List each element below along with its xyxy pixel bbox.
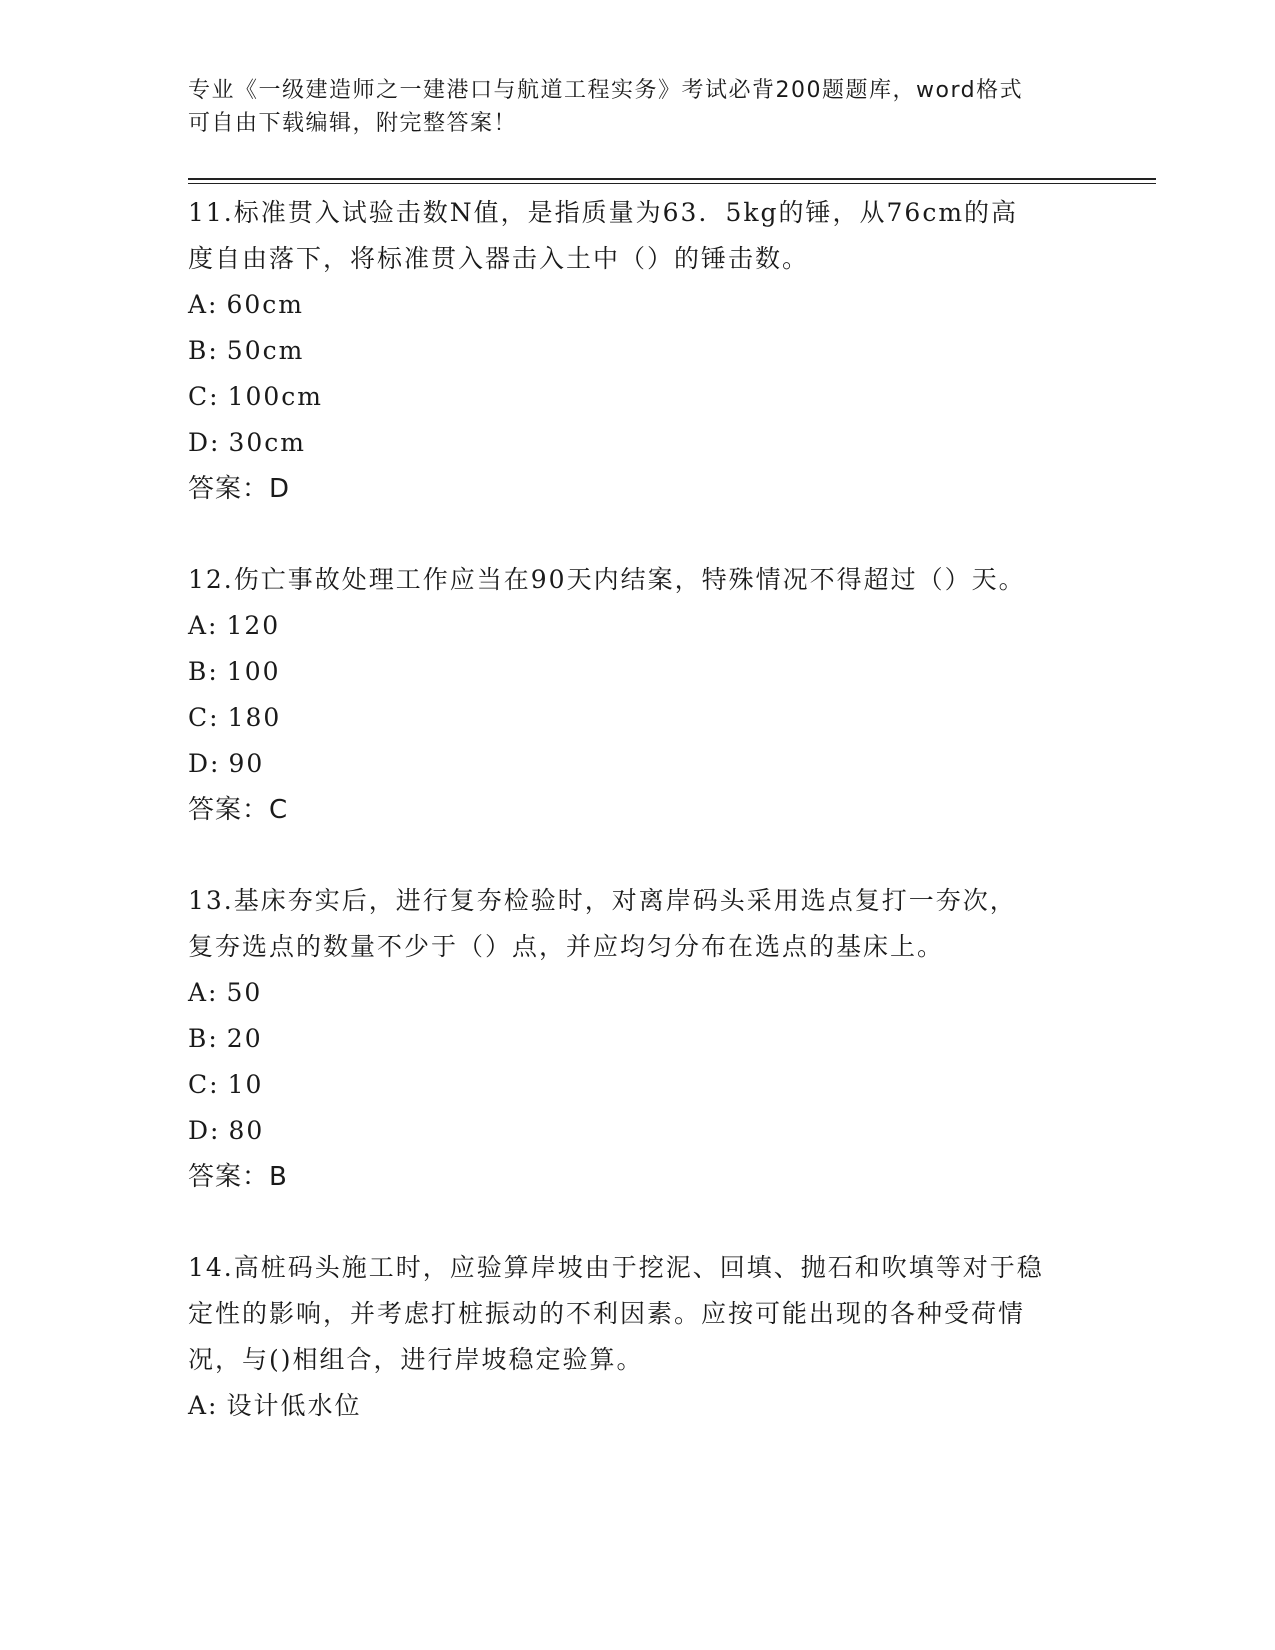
document-header [188,74,1088,140]
question-list [188,190,1068,1429]
option-value: 设计低水位 [226,1391,362,1420]
question-text: 11.标准贯入试验击数N值，是指质量为63．5kg的锤，从76cm的高度自由落下，将标准贯入器击入土中（）的锤击数。 [188,198,1019,273]
option-label: A: [188,978,219,1007]
option-value: 20 [226,1024,263,1053]
answer: 答案：C [188,795,289,825]
option-c [188,1062,1068,1108]
option-label: C: [188,1070,220,1099]
option-label: A: [188,611,219,640]
question-13 [188,878,1068,1200]
option-c [188,695,1068,741]
answer: 答案：D [188,474,291,504]
option-value: 100 [226,657,281,686]
option-value: 120 [226,611,281,640]
option-d [188,420,1068,466]
option-d [188,741,1068,787]
header-line-2: 可自由下载编辑，附完整答案！ [188,111,518,136]
header-divider-thin [188,183,1156,184]
option-a [188,282,1068,328]
option-label: B: [188,1024,219,1053]
option-a [188,970,1068,1016]
option-value: 50 [226,978,263,1007]
question-text: 13.基床夯实后，进行复夯检验时，对离岸码头采用选点复打一夯次，复夯选点的数量不少于（）点，并应均匀分布在选点的基床上。 [188,886,1017,961]
option-value: 80 [228,1116,265,1145]
question-text: 14.高桩码头施工时，应验算岸坡由于挖泥、回填、抛石和吹填等对于稳定性的影响，并考虑打桩振动的不利因素。应按可能出现的各种受荷情况，与()相组合，进行岸坡稳定验算。 [188,1253,1044,1374]
option-a [188,1383,1068,1429]
option-value: 180 [227,703,282,732]
option-value: 90 [228,749,265,778]
header-divider-thick [188,178,1156,180]
option-c [188,374,1068,420]
option-value: 30cm [228,428,306,457]
option-label: B: [188,657,219,686]
question-11 [188,190,1068,512]
option-b [188,649,1068,695]
option-b [188,328,1068,374]
option-label: C: [188,382,220,411]
question-12 [188,557,1068,833]
answer: 答案：B [188,1162,288,1192]
option-a [188,603,1068,649]
header-line-1: 专业《一级建造师之一建港口与航道工程实务》考试必背200题题库，word格式 [188,78,1024,103]
option-b [188,1016,1068,1062]
option-label: A: [188,1391,219,1420]
option-label: D: [188,1116,221,1145]
question-text: 12.伤亡事故处理工作应当在90天内结案，特殊情况不得超过（）天。 [188,565,1026,594]
question-14 [188,1245,1068,1429]
option-label: D: [188,428,221,457]
option-value: 60cm [226,290,305,319]
option-value: 100cm [227,382,323,411]
option-label: D: [188,749,221,778]
option-label: B: [188,336,219,365]
option-label: C: [188,703,220,732]
option-value: 10 [227,1070,264,1099]
option-value: 50cm [226,336,305,365]
option-d [188,1108,1068,1154]
option-label: A: [188,290,219,319]
